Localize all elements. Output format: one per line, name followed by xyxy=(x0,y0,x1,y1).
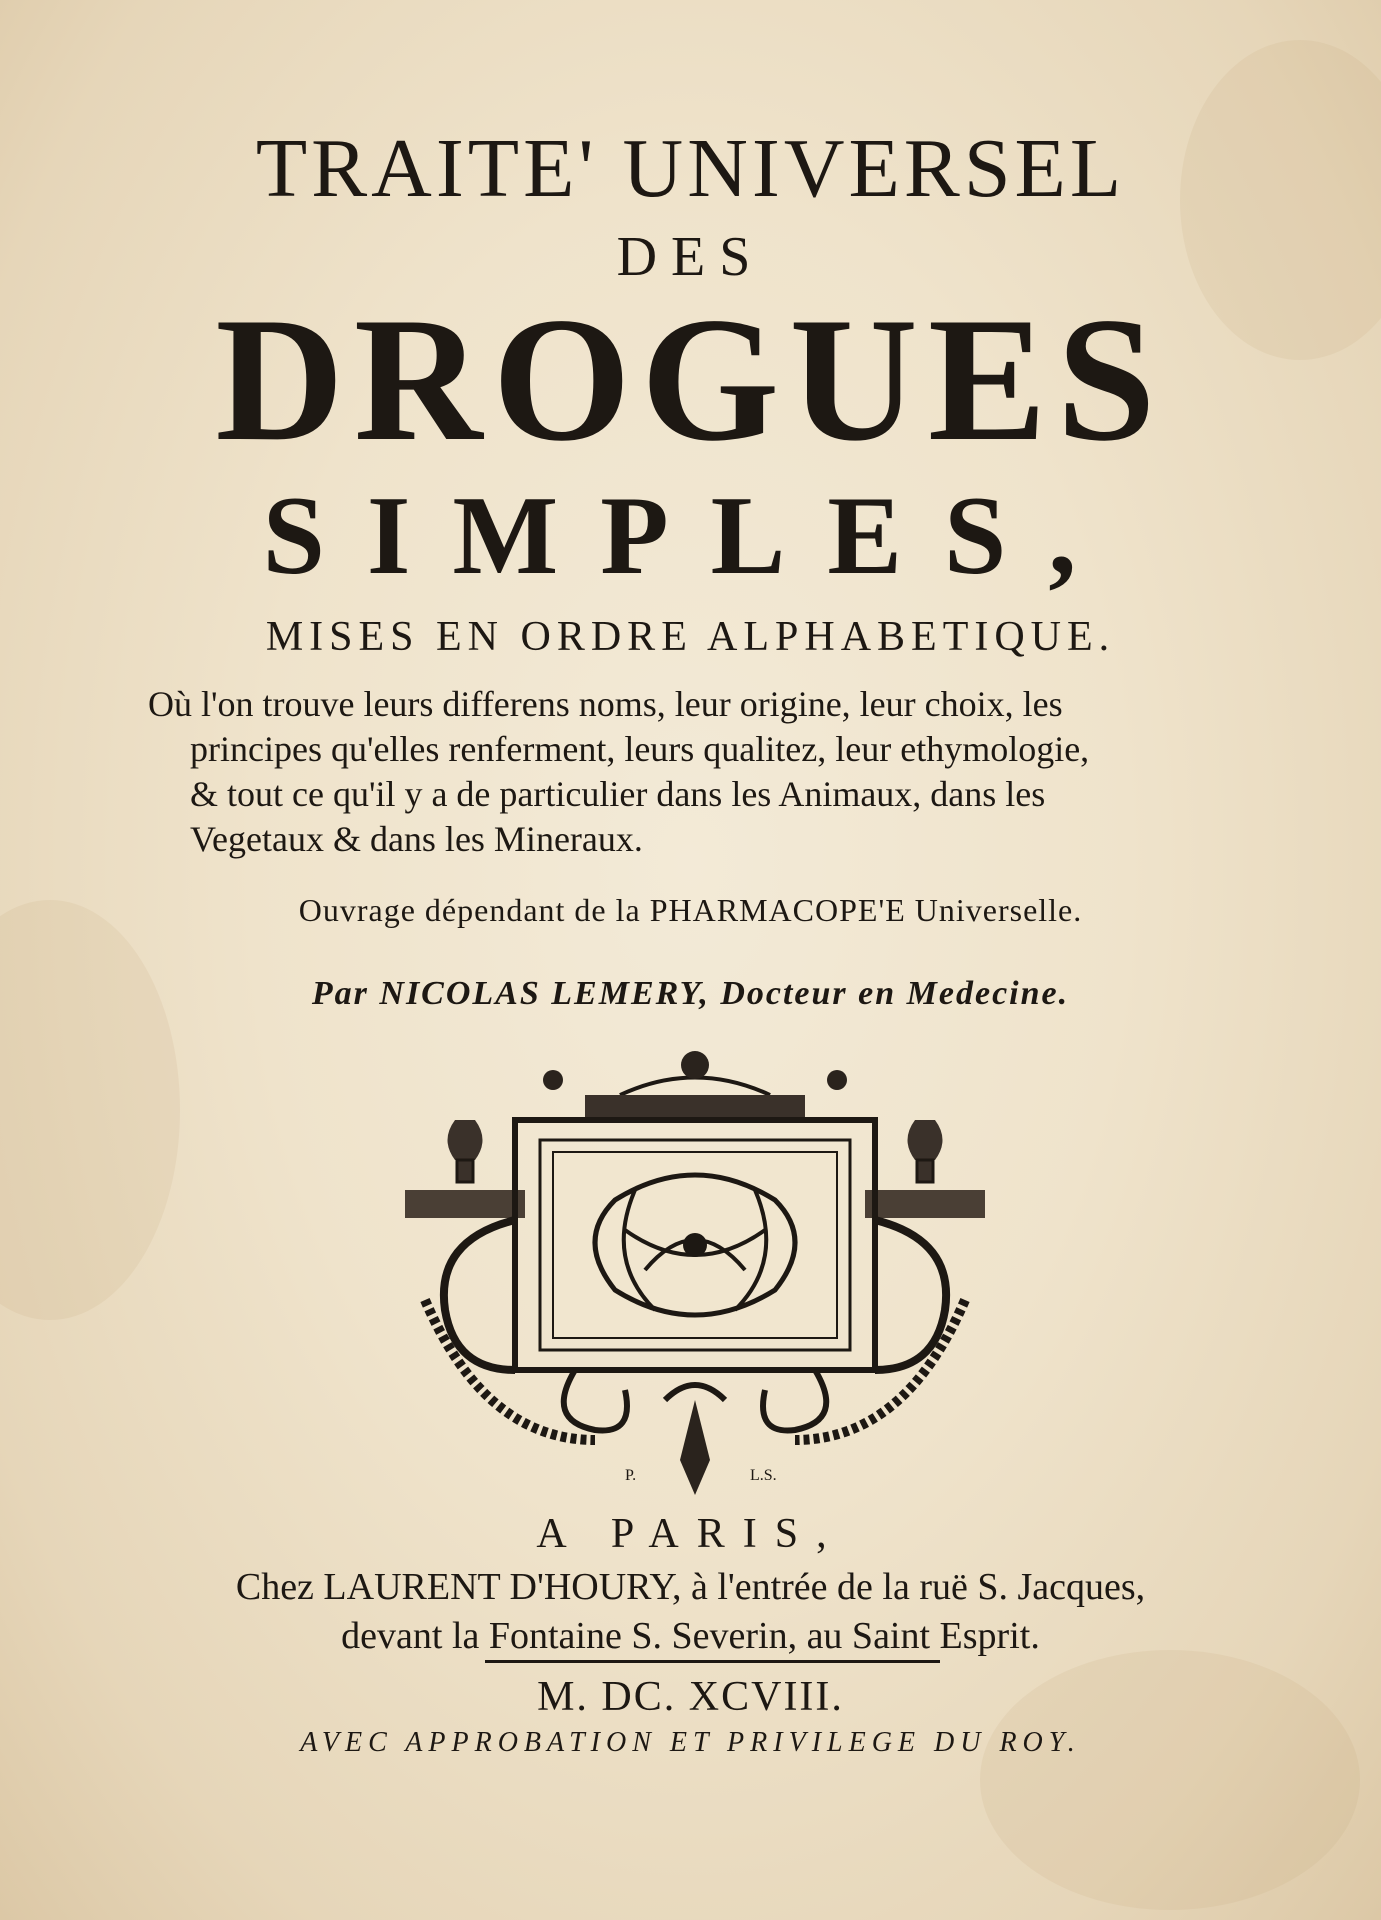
title-line-3: DROGUES xyxy=(215,280,1166,478)
vignette-signature-right: L.S. xyxy=(750,1467,777,1484)
imprint-address: devant la Fontaine S. Severin, au Saint Esprit. xyxy=(341,1615,1040,1657)
vignette-signature-left: P. xyxy=(625,1467,637,1484)
title-line-4: SIMPLES, xyxy=(262,474,1119,598)
work-note: Ouvrage dépendant de la PHARMACOPE'E Universelle. xyxy=(298,892,1083,928)
description-line-1: Où l'on trouve leurs differens noms, leur origine, leur choix, les xyxy=(148,684,1063,724)
imprint-privilege: AVEC APPROBATION ET PRIVILEGE DU ROY. xyxy=(300,1727,1081,1758)
author-line: Par NICOLAS LEMERY, Docteur en Medecine. xyxy=(311,975,1070,1012)
imprint-year: M. DC. XCVIII. xyxy=(537,1674,844,1720)
paper-stain xyxy=(0,900,180,1320)
imprint-rule xyxy=(485,1660,940,1663)
description-paragraph xyxy=(148,682,1240,862)
description-line-4: Vegetaux & dans les Mineraux. xyxy=(190,819,643,859)
title-line-1: TRAITE' UNIVERSEL xyxy=(255,122,1126,215)
imprint-city: A PARIS, xyxy=(536,1511,845,1557)
title-line-2: DES xyxy=(616,226,765,288)
description-line-2: principes qu'elles renferment, leurs qualitez, leur ethymologie, xyxy=(190,729,1090,769)
imprint-publisher: Chez LAURENT D'HOURY, à l'entrée de la ruë S. Jacques, xyxy=(235,1566,1146,1608)
printer-vignette-ornament xyxy=(395,1040,995,1500)
description-line-3: & tout ce qu'il y a de particulier dans les Animaux, dans les xyxy=(190,774,1046,814)
subtitle: MISES EN ORDRE ALPHABETIQUE. xyxy=(265,614,1116,660)
